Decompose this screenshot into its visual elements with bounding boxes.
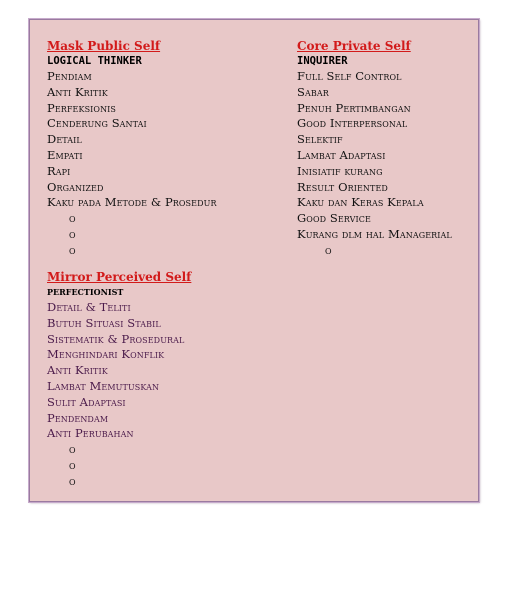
- bullet-item: o: [325, 242, 332, 257]
- bullet-item: o: [69, 457, 76, 472]
- list-item: Sabar: [297, 84, 329, 99]
- list-item: Cenderung Santai: [47, 116, 147, 131]
- mask-public-self-section: [47, 38, 217, 259]
- list-item: Empati: [47, 147, 83, 162]
- bullet-item: o: [69, 226, 76, 241]
- list-item: Sistematik & Prosedural: [47, 331, 185, 346]
- list-item: Selektif: [297, 132, 343, 147]
- mask-public-self-title: Mask Public Self: [47, 39, 161, 53]
- list-item: Lambat Memutuskan: [47, 378, 160, 393]
- list-item: Detail: [47, 132, 82, 147]
- profile-card: [29, 19, 479, 502]
- list-item: Pendendam: [47, 410, 109, 425]
- list-item: Rapi: [47, 163, 71, 178]
- list-item: Detail & Teliti: [47, 300, 131, 314]
- list-item: Full Self Control: [297, 69, 402, 83]
- mirror-perceived-self-section: [47, 269, 191, 490]
- list-item: Anti Kritik: [47, 363, 108, 378]
- core-private-self-title: Core Private Self: [297, 39, 411, 53]
- bullet-item: o: [69, 211, 76, 226]
- list-item: Anti Perubahan: [47, 426, 134, 441]
- list-item: Result Oriented: [297, 179, 388, 194]
- mirror-perceived-self-subtitle: PERFECTIONIST: [47, 287, 124, 297]
- core-private-self-section: [297, 38, 452, 259]
- core-private-self-subtitle: INQUIRER: [297, 55, 348, 67]
- mirror-perceived-self-title: Mirror Perceived Self: [47, 270, 192, 284]
- list-item: Kaku dan Keras Kepala: [297, 195, 424, 210]
- bullet-item: o: [69, 473, 76, 488]
- list-item: Good Interpersonal: [297, 116, 408, 131]
- list-item: Anti Kritik: [47, 84, 108, 99]
- mask-public-self-subtitle: LOGICAL THINKER: [47, 55, 142, 67]
- list-item: Inisiatif kurang: [297, 163, 383, 178]
- list-item: Good Service: [297, 211, 371, 226]
- list-item: Butuh Situasi Stabil: [47, 315, 161, 330]
- bullet-item: o: [69, 242, 76, 257]
- list-item: Menghindari Konflik: [47, 347, 165, 362]
- bullet-item: o: [69, 442, 76, 457]
- list-item: Kaku pada Metode & Prosedur: [47, 195, 217, 210]
- list-item: Kurang dlm hal Managerial: [297, 226, 452, 241]
- list-item: Lambat Adaptasi: [297, 147, 386, 162]
- list-item: Penuh Pertimbangan: [297, 100, 411, 115]
- list-item: Organized: [47, 179, 104, 194]
- list-item: Perfeksionis: [47, 100, 117, 115]
- list-item: Pendiam: [47, 69, 92, 83]
- list-item: Sulit Adaptasi: [47, 394, 126, 409]
